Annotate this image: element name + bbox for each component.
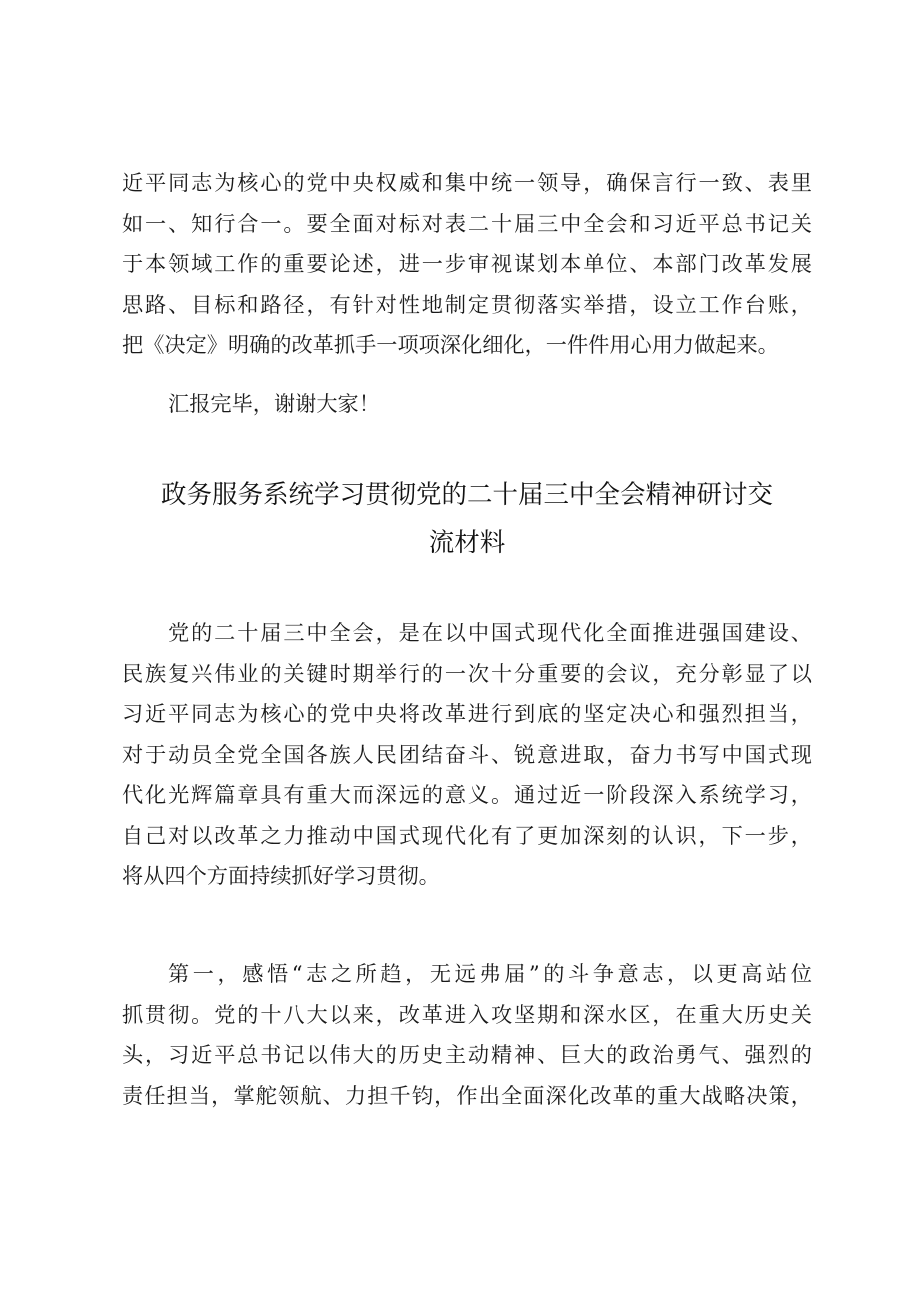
- paragraph-intro: [122, 613, 812, 897]
- text-line: 对于动员全党全国各族人民团结奋斗、锐意进取，奋力书写中国式现: [122, 741, 812, 767]
- text-line: 把《决定》明确的改革抓手一项项深化细化，一件件用心用力做起来。: [122, 332, 779, 357]
- paragraph-continued: [122, 163, 812, 366]
- text-line: 民族复兴伟业的关键时期举行的一次十分重要的会议，充分彰显了以: [122, 660, 812, 686]
- text-line: 自己对以改革之力推动中国式现代化有了更加深刻的认识，下一步，: [122, 822, 812, 848]
- closing-remark: [122, 384, 812, 425]
- title-line: 政务服务系统学习贯彻党的二十届三中全会精神研讨交: [160, 480, 773, 510]
- text-line: 责任担当，掌舵领航、力担千钧，作出全面深化改革的重大战略决策，: [122, 1082, 812, 1108]
- section-title: [122, 471, 812, 567]
- text-line: 代化光辉篇章具有重大而深远的意义。通过近一阶段深入系统学习，: [122, 782, 812, 807]
- text-line: 抓贯彻。党的十八大以来，改革进入攻坚期和深水区，在重大历史关: [122, 1001, 812, 1027]
- closing-text: 汇报完毕，谢谢大家！: [168, 391, 380, 416]
- text-line: 近平同志为核心的党中央权威和集中统一领导，确保言行一致、表里: [122, 170, 812, 195]
- text-line: 头，习近平总书记以伟大的历史主动精神、巨大的政治勇气、强烈的: [122, 1042, 812, 1067]
- text-line: 将从四个方面持续抓好学习贯彻。: [122, 863, 440, 888]
- paragraph-first-point: [122, 954, 812, 1116]
- text-line: 习近平同志为核心的党中央将改革进行到底的坚定决心和强烈担当，: [122, 701, 812, 726]
- text-line: 思路、目标和路径，有针对性地制定贯彻落实举措，设立工作台账，: [122, 291, 812, 317]
- text-line: 如一、知行合一。要全面对标对表二十届三中全会和习近平总书记关: [122, 210, 812, 236]
- text-line: 于本领域工作的重要论述，进一步审视谋划本单位、本部门改革发展: [122, 251, 812, 276]
- text-line: 第一，感悟“志之所趋，无远弗届”的斗争意志，以更高站位: [168, 961, 812, 986]
- title-line: 流材料: [428, 528, 506, 558]
- text-line: 党的二十届三中全会，是在以中国式现代化全面推进强国建设、: [168, 620, 812, 645]
